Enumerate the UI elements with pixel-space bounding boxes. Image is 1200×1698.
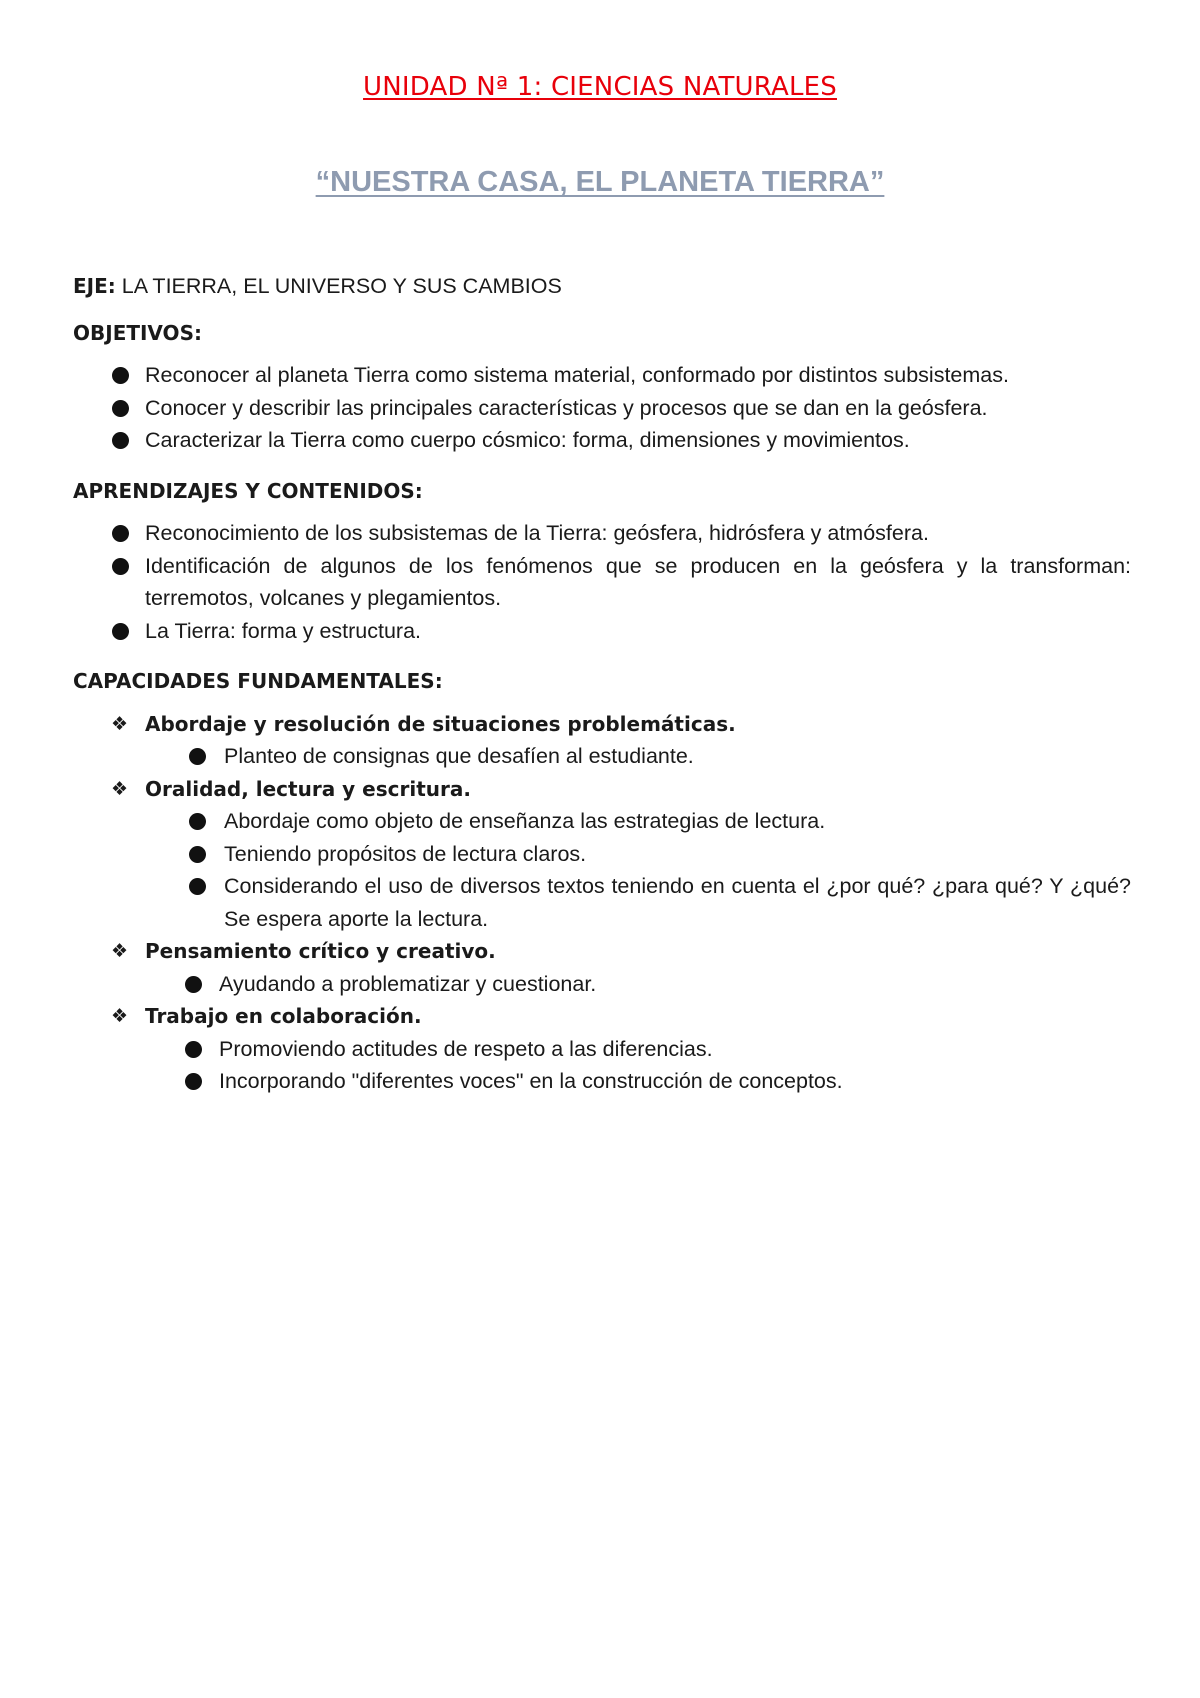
bullet-icon [189,878,206,895]
bullet-icon [185,976,202,993]
list-item: Identificación de algunos de los fenómenos que se producen en la geósfera y la transforman: terremotos, volcanes y plegamientos. [73,550,1131,615]
aprendizajes-list [73,517,1131,647]
capacidad-title: ❖ Trabajo en colaboración. [73,1000,1131,1033]
capacidades-list [73,708,1131,1098]
bullet-icon [112,623,129,640]
list-item: Reconocimiento de los subsistemas de la Tierra: geósfera, hidrósfera y atmósfera. [73,517,1131,550]
capacidad-group [73,708,1131,773]
diamond-icon: ❖ [111,712,129,735]
diamond-icon: ❖ [111,1005,129,1027]
main-title: “NUESTRA CASA, EL PLANETA TIERRA” [315,166,885,198]
capacidad-title: ❖ Oralidad, lectura y escritura. [73,773,1131,806]
document-body [73,270,1131,1098]
bullet-icon [112,558,129,575]
list-item: Conocer y describir las principales características y procesos que se dan en la geósfera. [73,392,1131,425]
objetivos-list [73,359,1131,457]
capacidad-title: ❖ Abordaje y resolución de situaciones problemáticas. [73,708,1131,741]
capacidad-group [73,773,1131,936]
aprendizajes-heading: APRENDIZAJES Y CONTENIDOS: [73,478,423,503]
bullet-icon [189,846,206,863]
bullet-icon [189,813,206,830]
eje-label: EJE: [73,274,116,298]
list-item: Abordaje como objeto de enseñanza las estrategias de lectura. [73,805,1131,838]
capacidad-group [73,1000,1131,1098]
objetivos-heading: OBJETIVOS: [73,320,202,345]
list-item: Ayudando a problematizar y cuestionar. [73,968,1131,1001]
list-item: Caracterizar la Tierra como cuerpo cósmico: forma, dimensiones y movimientos. [73,424,1131,457]
list-item: Reconocer al planeta Tierra como sistema material, conformado por distintos subsistemas. [73,359,1131,392]
bullet-icon [189,748,206,765]
bullet-icon [112,400,129,417]
eje-line [73,270,1131,303]
eje-value: LA TIERRA, EL UNIVERSO Y SUS CAMBIOS [115,274,562,298]
bullet-icon [112,432,129,449]
bullet-icon [185,1041,202,1058]
list-item: Teniendo propósitos de lectura claros. [73,838,1131,871]
capacidad-title: ❖ Pensamiento crítico y creativo. [73,935,1131,968]
list-item: Considerando el uso de diversos textos teniendo en cuenta el ¿por qué? ¿para qué? Y ¿qué? Se espera aporte la lectura. [73,870,1131,935]
unit-title: UNIDAD Nª 1: CIENCIAS NATURALES [363,72,837,102]
bullet-icon [112,367,129,384]
list-item: Planteo de consignas que desafíen al estudiante. [73,740,1131,773]
capacidades-heading: CAPACIDADES FUNDAMENTALES: [73,669,443,693]
diamond-icon: ❖ [111,940,129,962]
list-item: Incorporando "diferentes voces" en la construcción de conceptos. [73,1065,1131,1098]
capacidad-group [73,935,1131,1000]
bullet-icon [112,525,129,542]
list-item: La Tierra: forma y estructura. [73,615,1131,648]
bullet-icon [185,1073,202,1090]
list-item: Promoviendo actitudes de respeto a las diferencias. [73,1033,1131,1066]
diamond-icon: ❖ [111,777,129,800]
